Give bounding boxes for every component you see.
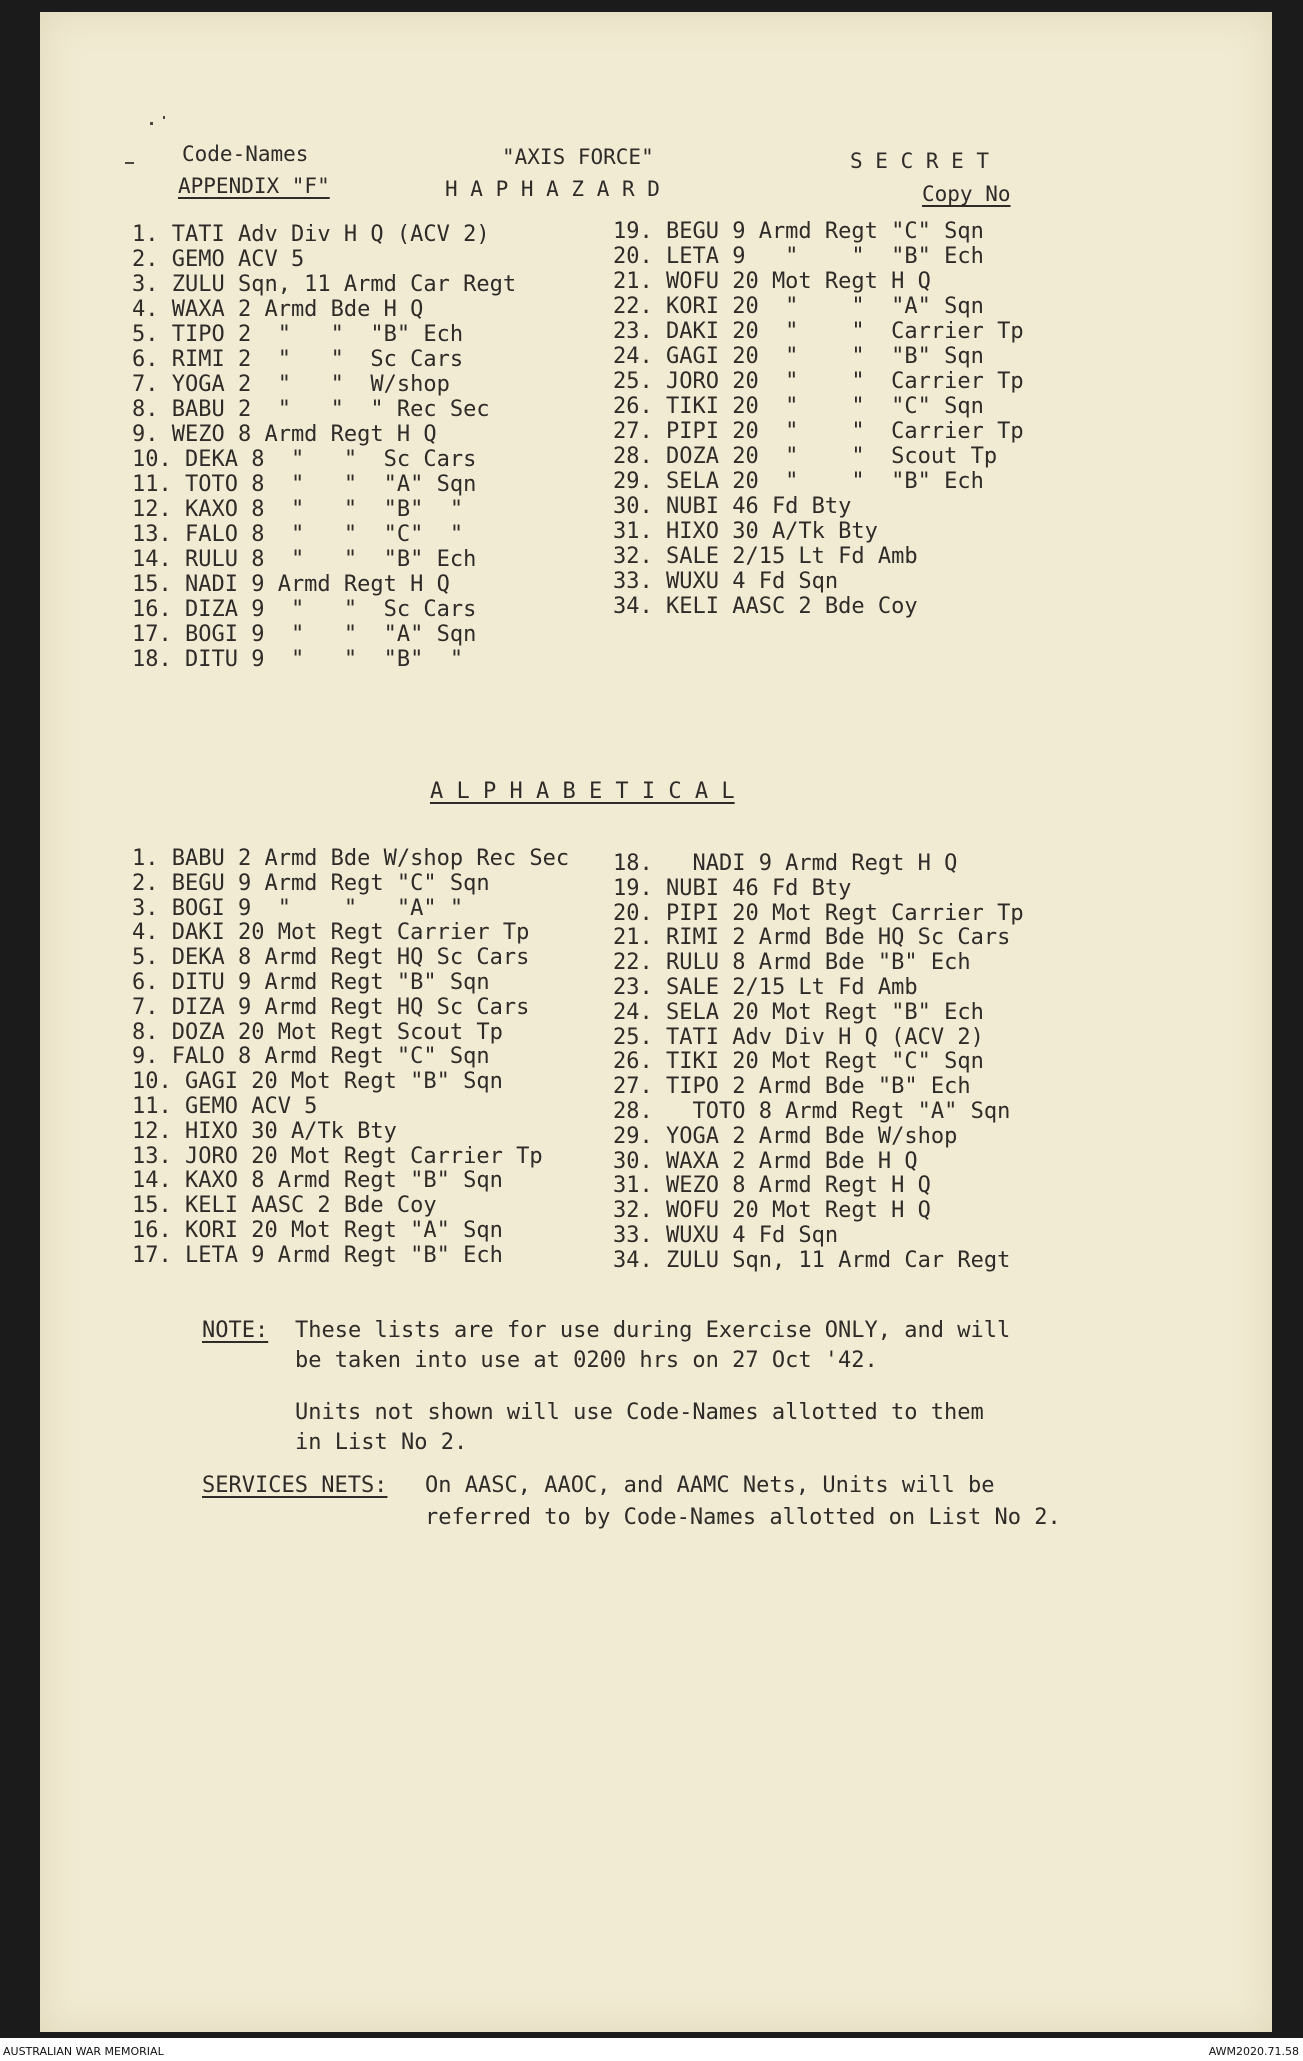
list-item: 4. WAXA 2 Armd Bde H Q: [132, 297, 424, 322]
list-item: 15. NADI 9 Armd Regt H Q: [132, 572, 450, 597]
list-item: 3. ZULU Sqn, 11 Armd Car Regt: [132, 272, 517, 297]
alphabetical-list-left: [132, 847, 569, 1269]
list-item: 33. WUXU 4 Fd Sqn: [613, 1222, 839, 1248]
list-item: 12. KAXO 8 " " "B" ": [132, 497, 464, 522]
note-label: NOTE:: [202, 1318, 269, 1343]
list-item: 15. KELI AASC 2 Bde Coy: [132, 1193, 437, 1219]
list-item: 23. SALE 2/15 Lt Fd Amb: [613, 974, 918, 1000]
list-item: 32. WOFU 20 Mot Regt H Q: [613, 1198, 931, 1224]
list-item: 9. WEZO 8 Armd Regt H Q: [132, 422, 437, 447]
list-item: 32. SALE 2/15 Lt Fd Amb: [613, 544, 918, 569]
list-item: 19. NUBI 46 Fd Bty: [613, 875, 852, 901]
haphazard-list-left: [132, 222, 516, 672]
list-item: 25. JORO 20 " " Carrier Tp: [613, 369, 1024, 394]
list-item: 12. HIXO 30 A/Tk Bty: [132, 1118, 397, 1144]
list-item: 5. DEKA 8 Armd Regt HQ Sc Cars: [132, 945, 530, 971]
list-item: 2. BEGU 9 Armd Regt "C" Sqn: [132, 870, 490, 896]
list-item: 16. KORI 20 Mot Regt "A" Sqn: [132, 1217, 503, 1243]
classification-label: S E C R E T: [850, 149, 990, 173]
note-line: in List No 2.: [295, 1430, 468, 1455]
list-item: 22. RULU 8 Armd Bde "B" Ech: [613, 950, 971, 976]
ink-speck: [163, 116, 165, 119]
archive-footer: [0, 2044, 1303, 2061]
list-item: 30. NUBI 46 Fd Bty: [613, 494, 852, 519]
list-item: 23. DAKI 20 " " Carrier Tp: [613, 319, 1024, 344]
document-page: [40, 12, 1272, 2032]
list-item: 17. LETA 9 Armd Regt "B" Ech: [132, 1242, 503, 1268]
archive-name: AUSTRALIAN WAR MEMORIAL: [3, 2045, 164, 2058]
list-item: 17. BOGI 9 " " "A" Sqn: [132, 622, 477, 647]
note-line: be taken into use at 0200 hrs on 27 Oct '42.: [295, 1348, 878, 1373]
list-item: 25. TATI Adv Div H Q (ACV 2): [613, 1024, 984, 1050]
list-item: 24. GAGI 20 " " "B" Sqn: [613, 344, 984, 369]
list-item: 29. YOGA 2 Armd Bde W/shop: [613, 1123, 958, 1149]
list-item: 28. TOTO 8 Armd Regt "A" Sqn: [613, 1098, 1011, 1124]
list-item: 13. JORO 20 Mot Regt Carrier Tp: [132, 1143, 543, 1169]
haphazard-list-right: [613, 219, 1024, 619]
list-item: 2. GEMO ACV 5: [132, 247, 305, 272]
list-item: 1. BABU 2 Armd Bde W/shop Rec Sec: [132, 846, 570, 871]
list-item: 21. RIMI 2 Armd Bde HQ Sc Cars: [613, 925, 1011, 951]
list-item: 18. NADI 9 Armd Regt H Q: [613, 851, 958, 876]
alphabetical-heading: A L P H A B E T I C A L: [430, 779, 735, 804]
list-item: 27. TIPO 2 Armd Bde "B" Ech: [613, 1074, 971, 1100]
note-line: These lists are for use during Exercise ONLY, and will: [295, 1318, 1011, 1343]
list-item: 29. SELA 20 " " "B" Ech: [613, 469, 984, 494]
ink-speck: [150, 122, 153, 125]
note-line: Units not shown will use Code-Names allotted to them: [295, 1400, 984, 1425]
code-names-heading: Code-Names: [182, 142, 309, 166]
list-item: 8. BABU 2 " " " Rec Sec: [132, 397, 490, 422]
alphabetical-list-right: [613, 852, 1024, 1274]
list-item: 31. HIXO 30 A/Tk Bty: [613, 519, 878, 544]
list-item: 7. DIZA 9 Armd Regt HQ Sc Cars: [132, 994, 530, 1020]
list-item: 27. PIPI 20 " " Carrier Tp: [613, 419, 1024, 444]
list-item: 6. DITU 9 Armd Regt "B" Sqn: [132, 969, 490, 995]
services-nets-label: SERVICES NETS:: [202, 1473, 388, 1498]
haphazard-heading: H A P H A Z A R D: [445, 177, 660, 201]
list-item: 14. RULU 8 " " "B" Ech: [132, 547, 477, 572]
list-item: 13. FALO 8 " " "C" ": [132, 522, 464, 547]
list-item: 11. TOTO 8 " " "A" Sqn: [132, 472, 477, 497]
list-item: 5. TIPO 2 " " "B" Ech: [132, 322, 464, 347]
list-item: 26. TIKI 20 " " "C" Sqn: [613, 394, 984, 419]
list-item: 24. SELA 20 Mot Regt "B" Ech: [613, 999, 984, 1025]
list-item: 9. FALO 8 Armd Regt "C" Sqn: [132, 1044, 490, 1070]
archive-reference: AWM2020.71.58: [1208, 2045, 1299, 2058]
list-item: 1. TATI Adv Div H Q (ACV 2): [132, 222, 490, 247]
list-item: 20. PIPI 20 Mot Regt Carrier Tp: [613, 900, 1024, 926]
list-item: 3. BOGI 9 " " "A" ": [132, 895, 464, 921]
list-item: 19. BEGU 9 Armd Regt "C" Sqn: [613, 219, 984, 244]
list-item: 34. ZULU Sqn, 11 Armd Car Regt: [613, 1247, 1011, 1273]
list-item: 8. DOZA 20 Mot Regt Scout Tp: [132, 1019, 503, 1045]
services-line: On AASC, AAOC, and AAMC Nets, Units will be: [425, 1473, 995, 1498]
list-item: 11. GEMO ACV 5: [132, 1093, 318, 1119]
list-item: 21. WOFU 20 Mot Regt H Q: [613, 269, 931, 294]
list-item: 22. KORI 20 " " "A" Sqn: [613, 294, 984, 319]
appendix-label: APPENDIX "F": [178, 174, 330, 198]
list-item: 18. DITU 9 " " "B" ": [132, 647, 464, 672]
copy-number-label: Copy No: [922, 182, 1011, 206]
list-item: 10. GAGI 20 Mot Regt "B" Sqn: [132, 1069, 503, 1095]
list-item: 31. WEZO 8 Armd Regt H Q: [613, 1173, 931, 1199]
list-item: 6. RIMI 2 " " Sc Cars: [132, 347, 464, 372]
list-item: 28. DOZA 20 " " Scout Tp: [613, 444, 998, 469]
list-item: 10. DEKA 8 " " Sc Cars: [132, 447, 477, 472]
list-item: 30. WAXA 2 Armd Bde H Q: [613, 1148, 918, 1174]
services-line: referred to by Code-Names allotted on List No 2.: [425, 1505, 1061, 1530]
list-item: 16. DIZA 9 " " Sc Cars: [132, 597, 477, 622]
force-title: "AXIS FORCE": [502, 145, 654, 169]
list-item: 20. LETA 9 " " "B" Ech: [613, 244, 984, 269]
list-item: 26. TIKI 20 Mot Regt "C" Sqn: [613, 1049, 984, 1075]
list-item: 4. DAKI 20 Mot Regt Carrier Tp: [132, 920, 530, 946]
list-item: 7. YOGA 2 " " W/shop: [132, 372, 450, 397]
list-item: 14. KAXO 8 Armd Regt "B" Sqn: [132, 1168, 503, 1194]
ink-speck: [125, 162, 134, 164]
list-item: 34. KELI AASC 2 Bde Coy: [613, 594, 918, 619]
list-item: 33. WUXU 4 Fd Sqn: [613, 569, 839, 594]
